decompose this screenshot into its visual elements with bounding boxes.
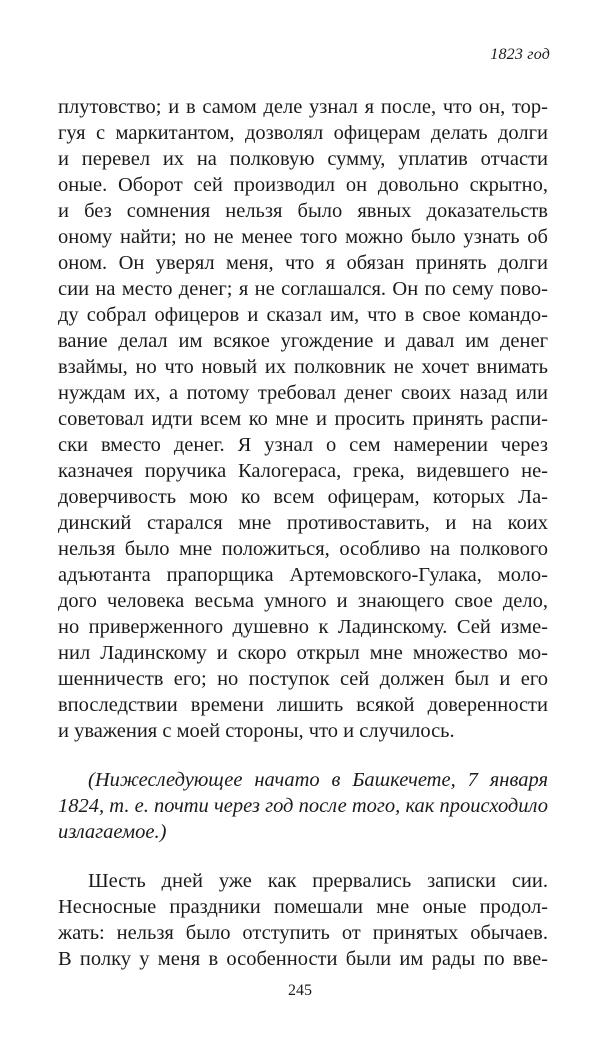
text-line: Шесть дней уже как прервались записки сии. <box>88 870 548 892</box>
running-head: 1823 год <box>490 46 550 63</box>
text-line: доверчивость мою ко всем офицерам, которых Ла- <box>58 486 548 508</box>
text-line: нил Ладинскому и скоро открыл мне множество мо- <box>58 642 548 664</box>
text-line: дого человека весьма умного и знающего свое дело, <box>58 590 548 612</box>
text-line: жать: нельзя было отступить от принятых обычаев. <box>58 922 548 944</box>
text-line: впоследствии времени лишить всякой доверенности <box>58 694 548 716</box>
text-line: казначея поручика Калогераса, грека, видевшего не- <box>58 460 548 482</box>
text-line: и перевел их на полковую сумму, уплатив отчасти <box>58 148 548 170</box>
text-line: нуждам их, а потому требовал денег своих назад или <box>58 382 548 404</box>
page-number: 245 <box>288 982 312 999</box>
text-line: сии на место денег; я не соглашался. Он по сему пово- <box>58 278 548 300</box>
text-line: В полку у меня в особенности были им рады по вве- <box>58 948 548 970</box>
text-line: плутовство; и в самом деле узнал я после, что он, тор- <box>58 96 548 118</box>
note-line: излагаемое.) <box>58 821 167 843</box>
text-line: оному найти; но не менее того можно было узнать об <box>58 226 548 248</box>
text-line: динский старался мне противоставить, и на коих <box>58 512 548 534</box>
text-line: советовал идти всем ко мне и просить принять распи- <box>58 408 548 430</box>
text-line: адъютанта прапорщика Артемовского-Гулака, моло- <box>58 564 548 586</box>
text-line: ски вместо денег. Я узнал о сем намерении через <box>58 434 548 456</box>
text-line: шенничеств его; но поступок сей должен был и его <box>58 668 548 690</box>
note-line: (Нижеследующее начато в Башкечете, 7 января <box>88 769 548 791</box>
text-line: и уважения с моей стороны, что и случилось. <box>58 720 455 742</box>
note-line: 1824, т. е. почти через год после того, как происходило <box>58 795 548 817</box>
text-line: Несносные праздники помешали мне оные продол- <box>58 896 548 918</box>
text-line: нельзя было мне положиться, особливо на полкового <box>58 538 548 560</box>
text-line: ду собрал офицеров и сказал им, что в свое командо- <box>58 304 548 326</box>
text-line: и без сомнения нельзя было явных доказательств <box>58 200 548 222</box>
text-line: оные. Оборот сей производил он довольно скрытно, <box>58 174 548 196</box>
text-line: взаймы, но что новый их полковник не хочет внимать <box>58 356 548 378</box>
text-line: но приверженного душевно к Ладинскому. Сей изме- <box>58 616 548 638</box>
text-line: оном. Он уверял меня, что я обязан принять долги <box>58 252 548 274</box>
text-line: гуя с маркитантом, дозволял офицерам делать долги <box>58 122 548 144</box>
text-line: вание делал им всякое угождение и давал им денег <box>58 330 548 352</box>
